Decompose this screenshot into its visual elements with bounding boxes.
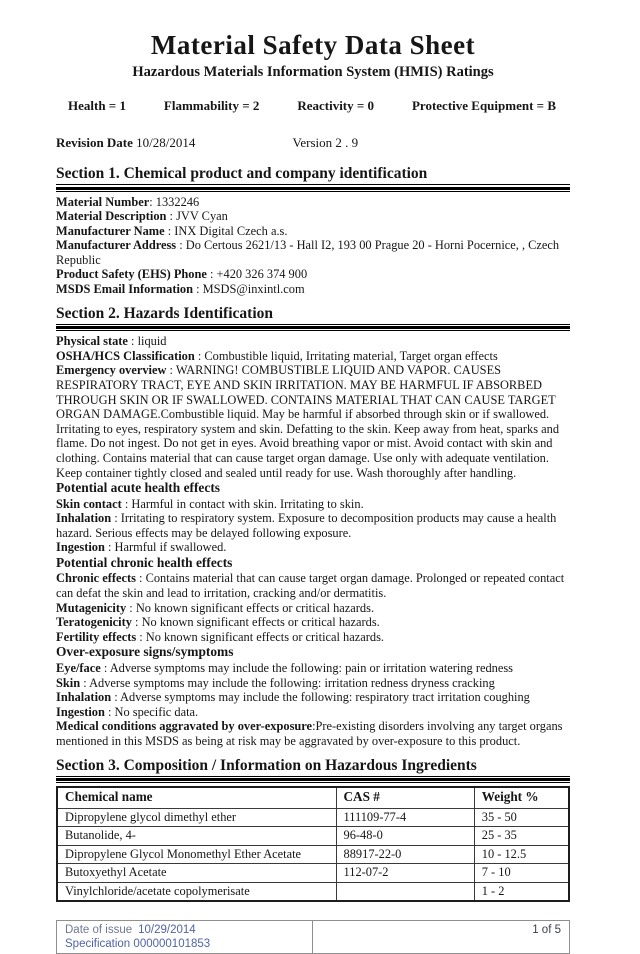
section2-heading: Section 2. Hazards Identification bbox=[56, 305, 570, 325]
field-label: Manufacturer Name bbox=[56, 223, 165, 238]
cell-cas: 112-07-2 bbox=[336, 864, 474, 883]
field-value: : +420 326 374 900 bbox=[206, 267, 308, 282]
cell-cas bbox=[336, 882, 474, 901]
field-label: Eye/face bbox=[56, 660, 101, 675]
emergency-overview-line bbox=[56, 363, 570, 480]
column-header-weight: Weight % bbox=[474, 787, 569, 808]
field-label: Material Description bbox=[56, 209, 167, 224]
hmis-flammability: Flammability = 2 bbox=[163, 98, 260, 113]
section3-rule bbox=[56, 778, 570, 783]
ingredients-table bbox=[56, 786, 570, 902]
cell-weight: 7 - 10 bbox=[474, 864, 569, 883]
specification-label: Specification bbox=[65, 938, 131, 950]
revision-date bbox=[56, 135, 292, 151]
field-value: : WARNING! COMBUSTIBLE LIQUID AND VAPOR. CAUSES RESPIRATORY TRACT, EYE AND SKIN IRRITATION. MAY BE HARMFUL IF ABSORBED THROUGH SKIN OR IF SWALLOWED. CONTAINS MATERIAL THAT CAN CAUSE TARGET ORGAN DAMAGE.Combustible liquid. May be harmful if absorbed through skin or if swallowed. Irritating to eyes, respiratory system and skin. Defatting to the skin. Keep away from heat, sparks and flame. Do not ingest. Do not get in eyes. Avoid breathing vapor or mist. Avoid contact with skin and clothing. Contains material that can cause target organ damage. Use only with adequate ventilation. Keep container tightly closed and sealed until ready for use. Wash thoroughly after handling. bbox=[56, 363, 560, 480]
skin-contact-line bbox=[56, 497, 570, 512]
chronic-effects-line bbox=[56, 571, 570, 600]
date-of-issue-label: Date of issue bbox=[65, 924, 133, 936]
inhalation-acute-line bbox=[56, 511, 570, 540]
skin-symptoms-line bbox=[56, 676, 570, 691]
field-value: : Combustible liquid, Irritating material, Target organ effects bbox=[194, 348, 498, 363]
field-value: : Adverse symptoms may include the following: pain or irritation watering redness bbox=[100, 660, 513, 675]
field-value: : No known significant effects or critical hazards. bbox=[131, 615, 380, 630]
ingestion-acute-line bbox=[56, 540, 570, 555]
field-label: Mutagenicity bbox=[56, 600, 127, 615]
hmis-reactivity: Reactivity = 0 bbox=[297, 98, 375, 113]
hmis-health: Health = 1 bbox=[68, 98, 126, 113]
field-value: : No known significant effects or critical hazards. bbox=[136, 629, 384, 644]
mutagenicity-line bbox=[56, 601, 570, 616]
field-value: : Contains material that can cause target organ damage. Prolonged or repeated contact can defat the skin and lead to irritation, cracking and/or dermatitis. bbox=[56, 571, 565, 601]
cell-chemical-name: Dipropylene Glycol Monomethyl Ether Acetate bbox=[57, 845, 336, 864]
cell-weight: 10 - 12.5 bbox=[474, 845, 569, 864]
field-label: Manufacturer Address bbox=[56, 238, 177, 253]
field-label: Skin bbox=[56, 675, 81, 690]
cell-cas: 111109-77-4 bbox=[336, 808, 474, 827]
table-row bbox=[57, 864, 569, 883]
revision-row bbox=[56, 135, 570, 151]
page-footer bbox=[56, 920, 570, 954]
field-value: : Adverse symptoms may include the following: irritation redness dryness cracking bbox=[80, 675, 495, 690]
inhalation-symptoms-line bbox=[56, 690, 570, 705]
field-label: Inhalation bbox=[56, 690, 112, 705]
cell-weight: 35 - 50 bbox=[474, 808, 569, 827]
cell-weight: 1 - 2 bbox=[474, 882, 569, 901]
field-label: OSHA/HCS Classification bbox=[56, 348, 195, 363]
field-label: Fertility effects bbox=[56, 629, 137, 644]
section3-heading: Section 3. Composition / Information on Hazardous Ingredients bbox=[56, 757, 570, 777]
page-title: Material Safety Data Sheet bbox=[150, 30, 476, 60]
field-label: Skin contact bbox=[56, 496, 122, 511]
field-label: Ingestion bbox=[56, 704, 105, 719]
field-value: : Irritating to respiratory system. Exposure to decomposition products may cause a health hazard. Serious effects may be delayed following exposure. bbox=[56, 511, 557, 540]
column-header-cas: CAS # bbox=[336, 787, 474, 808]
field-label: Ingestion bbox=[56, 540, 105, 555]
page-number: 1 of 5 bbox=[532, 924, 561, 936]
section1-heading: Section 1. Chemical product and company identification bbox=[56, 165, 570, 185]
manufacturer-name-line bbox=[56, 224, 570, 239]
physical-state-line bbox=[56, 334, 570, 349]
field-label: Product Safety (EHS) Phone bbox=[56, 267, 207, 282]
cell-weight: 25 - 35 bbox=[474, 827, 569, 846]
field-label: Physical state bbox=[56, 334, 128, 349]
table-row bbox=[57, 845, 569, 864]
footer-issue-info bbox=[57, 921, 313, 953]
cell-chemical-name: Vinylchloride/acetate copolymerisate bbox=[57, 882, 336, 901]
acute-health-effects-subhead: Potential acute health effects bbox=[56, 480, 220, 496]
medical-conditions-line bbox=[56, 719, 570, 748]
cell-chemical-name: Dipropylene glycol dimethyl ether bbox=[57, 808, 336, 827]
field-label: MSDS Email Information bbox=[56, 282, 193, 297]
revision-date-label: Revision Date bbox=[56, 135, 133, 150]
field-value: : 1332246 bbox=[149, 194, 200, 209]
field-label: Medical conditions aggravated by over-exposure bbox=[56, 719, 313, 734]
revision-date-value: 10/28/2014 bbox=[132, 135, 196, 150]
field-label: Inhalation bbox=[56, 511, 112, 526]
field-value: : Harmful if swallowed. bbox=[104, 540, 227, 555]
material-description-line bbox=[56, 209, 570, 224]
field-value: : No specific data. bbox=[104, 704, 199, 719]
table-header-row bbox=[57, 787, 569, 808]
field-value: : JVV Cyan bbox=[166, 209, 228, 224]
field-value: : Adverse symptoms may include the following: respiratory tract irritation coughing bbox=[111, 690, 530, 705]
field-value: : MSDS@inxintl.com bbox=[193, 282, 305, 297]
field-value: : No known significant effects or critical hazards. bbox=[126, 600, 375, 615]
ingestion-symptoms-line bbox=[56, 705, 570, 720]
osha-classification-line bbox=[56, 349, 570, 364]
cell-chemical-name: Butoxyethyl Acetate bbox=[57, 864, 336, 883]
field-value: :Pre-existing disorders involving any target organs mentioned in this MSDS as being at risk may be aggravated by over-exposure to this product. bbox=[56, 719, 563, 748]
ehs-phone-line bbox=[56, 267, 570, 282]
field-value: : Harmful in contact with skin. Irritating to skin. bbox=[121, 496, 364, 511]
specification-value: 000000101853 bbox=[133, 938, 211, 950]
hmis-ratings-row bbox=[68, 98, 556, 114]
version-label: Version 2 . 9 bbox=[292, 135, 359, 150]
cell-cas: 96-48-0 bbox=[336, 827, 474, 846]
specification-line bbox=[65, 937, 304, 951]
table-row bbox=[57, 827, 569, 846]
cell-chemical-name: Butanolide, 4- bbox=[57, 827, 336, 846]
chronic-health-effects-subhead: Potential chronic health effects bbox=[56, 554, 233, 570]
manufacturer-address-line bbox=[56, 238, 570, 267]
page-subtitle: Hazardous Materials Information System (HMIS) Ratings bbox=[132, 64, 494, 80]
field-label: Chronic effects bbox=[56, 571, 136, 586]
field-label: Teratogenicity bbox=[56, 615, 132, 630]
msds-email-line bbox=[56, 282, 570, 297]
field-value: : liquid bbox=[127, 334, 167, 349]
eye-face-line bbox=[56, 661, 570, 676]
material-number-line bbox=[56, 195, 570, 210]
field-value: : Do Certous 2621/13 - Hall I2, 193 00 Prague 20 - Horni Pocernice, , Czech Republic bbox=[56, 238, 560, 267]
field-label: Material Number bbox=[56, 194, 150, 209]
field-value: : INX Digital Czech a.s. bbox=[164, 223, 288, 238]
section1-rule bbox=[56, 187, 570, 192]
section2-rule bbox=[56, 326, 570, 331]
date-of-issue-value: 10/29/2014 bbox=[138, 924, 196, 936]
fertility-effects-line bbox=[56, 630, 570, 645]
column-header-chemical-name: Chemical name bbox=[57, 787, 336, 808]
field-label: Emergency overview bbox=[56, 363, 167, 378]
cell-cas: 88917-22-0 bbox=[336, 845, 474, 864]
table-row bbox=[57, 808, 569, 827]
table-row bbox=[57, 882, 569, 901]
over-exposure-subhead: Over-exposure signs/symptoms bbox=[56, 644, 234, 660]
teratogenicity-line bbox=[56, 615, 570, 630]
date-of-issue-line bbox=[65, 923, 304, 937]
hmis-protective-equipment: Protective Equipment = B bbox=[411, 98, 556, 113]
